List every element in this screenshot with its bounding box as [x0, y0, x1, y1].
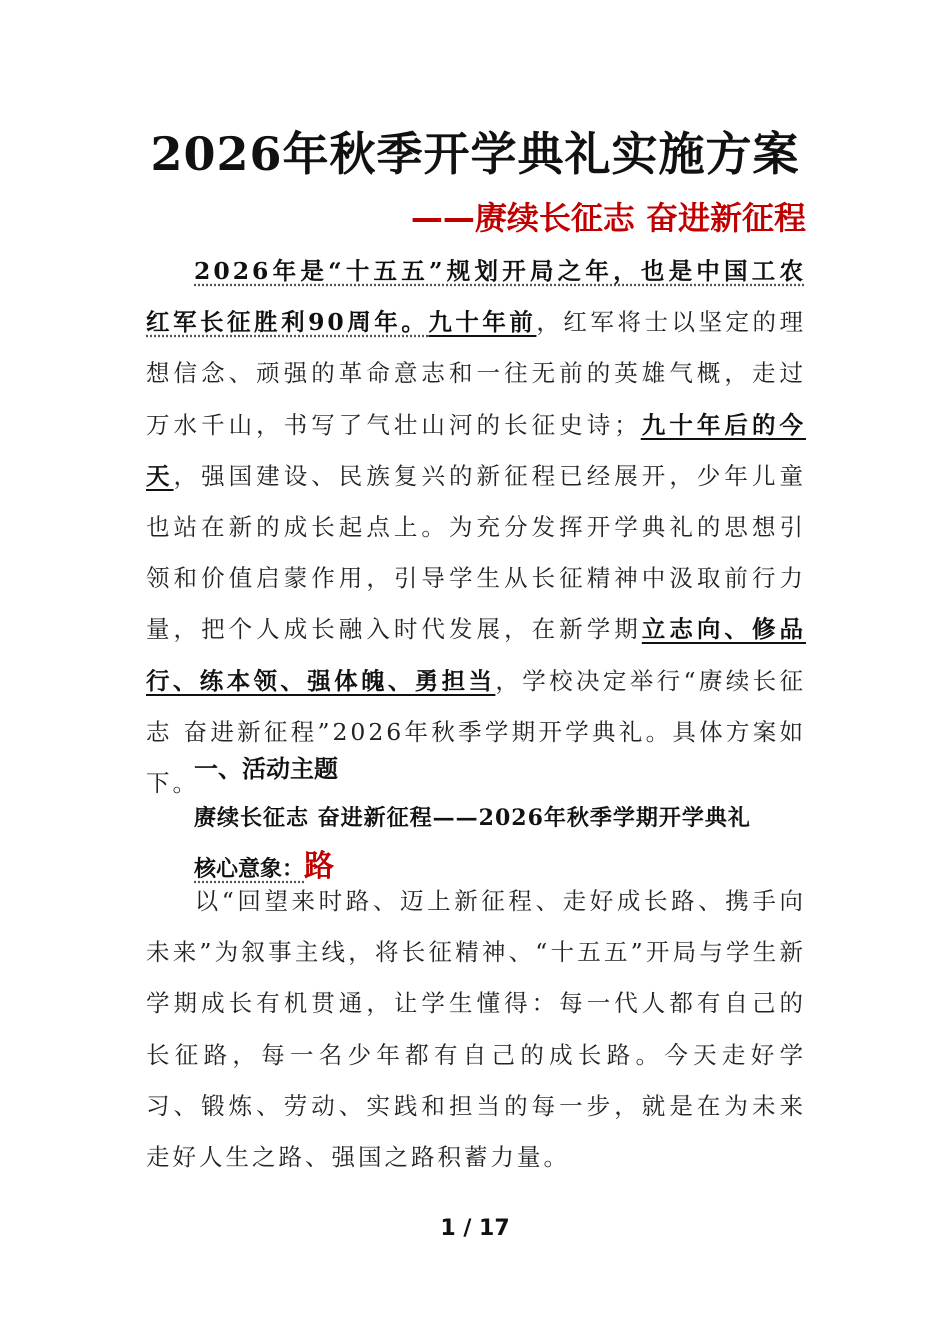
document-subtitle: ——赓续长征志 奋进新征程	[410, 199, 806, 237]
intro-highlight-today: 九十年后的今天	[146, 410, 807, 490]
section-heading-activity-theme: 一、活动主题	[194, 755, 338, 783]
theme-paragraph	[146, 876, 806, 1183]
intro-paragraph	[146, 246, 806, 809]
intro-text-decision: ，学校决定举行“赓续长征志 奋进新征程”2026年秋季学期开学典礼。具体方案如下。	[146, 666, 807, 798]
document-title: 2026年秋季开学典礼实施方案	[150, 127, 800, 181]
intro-highlight-anniversary: 2026年是“十五五”规划开局之年，也是中国工农红军长征胜利90周年。	[146, 257, 806, 337]
intro-highlight-goals: 立志向、修品行、练本领、强体魄、勇担当	[146, 615, 807, 695]
activity-theme-line: 赓续长征志 奋进新征程——2026年秋季学期开学典礼	[194, 805, 751, 831]
intro-text-purpose: ，强国建设、民族复兴的新征程已经展开，少年儿童也站在新的成长起点上。为充分发挥开学典礼的思想引领和价值启蒙作用，引导学生从长征精神中汲取前行力量，把个人成长融入时代发展，在新学期	[146, 461, 807, 644]
theme-paragraph-text: 以“回望来时路、迈上新征程、走好成长路、携手向未来”为叙事主线，将长征精神、“十五五”开局与学生新学期成长有机贯通，让学生懂得：每一代人都有自己的长征路，每一名少年都有自己的成长路。今天走好学习、锻炼、劳动、实践和担当的每一步，就是在为未来走好人生之路、强国之路积蓄力量。	[146, 887, 806, 1172]
intro-text-history: ，红军将士以坚定的理想信念、顽强的革命意志和一往无前的英雄气概，走过万水千山，书写了气壮山河的长征史诗；	[146, 308, 807, 439]
page-number: 1 / 17	[440, 1216, 510, 1241]
core-image-word: 路	[304, 849, 335, 884]
intro-highlight-ninety-years-ago: 九十年前	[428, 308, 537, 337]
core-image-label: 核心意象：	[194, 856, 305, 882]
